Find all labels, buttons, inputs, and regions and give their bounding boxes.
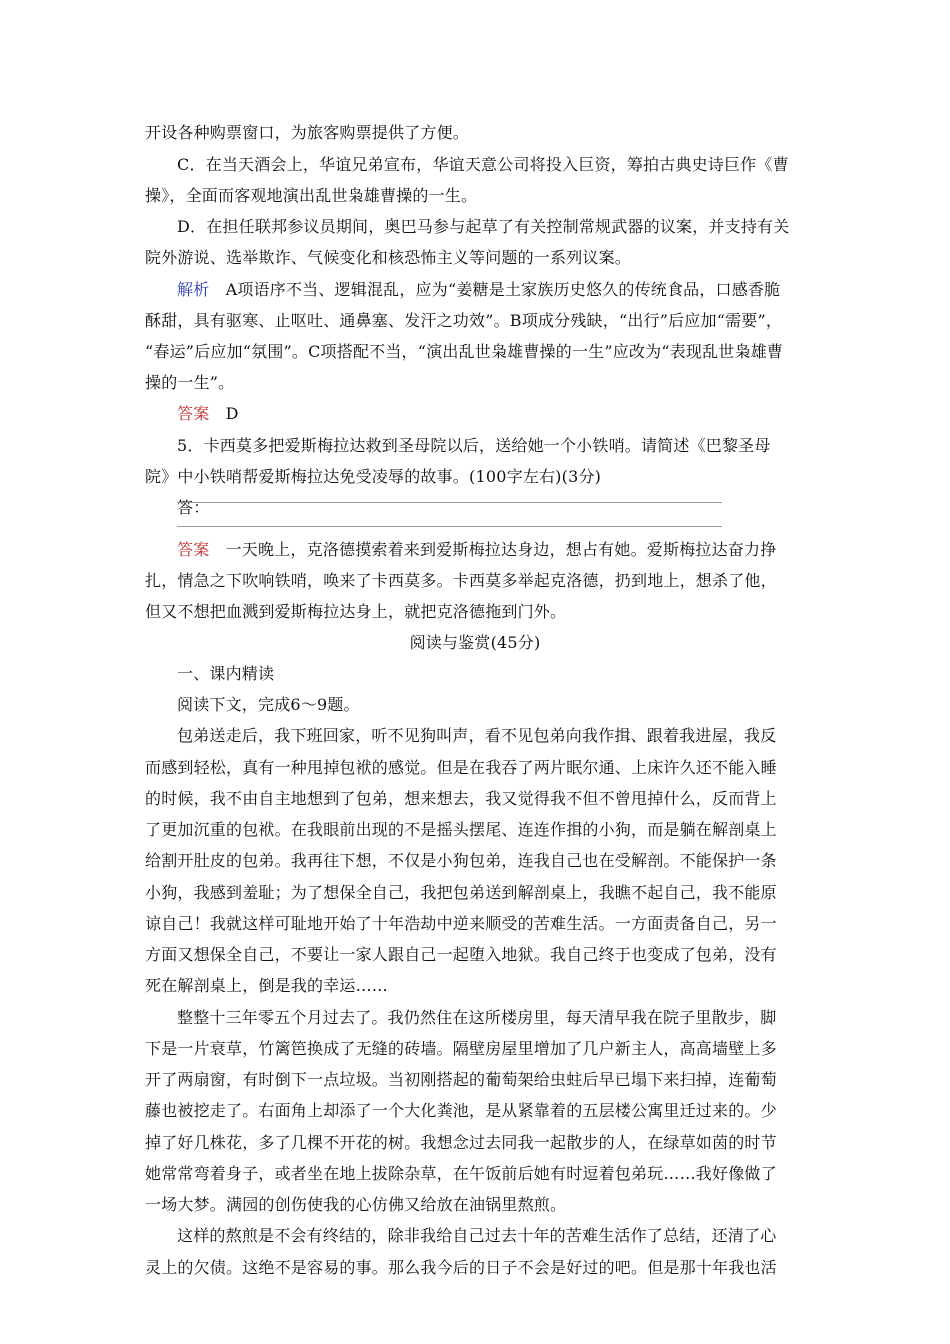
passage-line: 一场大梦。满园的创伤使我的心仿佛又给放在油锅里熬煎。 (145, 1195, 567, 1214)
passage-line: 死在解剖桌上，倒是我的幸运…… (145, 976, 389, 995)
passage-line: 这样的熬煎是不会有终结的，除非我给自己过去十年的苦难生活作了总结，还清了心 (177, 1226, 777, 1245)
section-title: 阅读与鉴赏(45分) (409, 633, 541, 652)
option-d-line: D．在担任联邦参议员期间，奥巴马参与起草了有关控制常规武器的议案，并支持有关 (177, 217, 790, 236)
text-line: 但又不想把血溅到爱斯梅拉达身上，就把克洛德拖到门外。 (145, 602, 567, 621)
passage-line: 开了两扇窗，有时倒下一点垃圾。当初刚搭起的葡萄架给虫蛀后早已塌下来扫掉，连葡萄 (145, 1070, 777, 1089)
text-line: 操的一生”。 (145, 373, 235, 392)
section-heading: 一、课内精读 (177, 664, 275, 683)
analysis-text: A项语序不当、逻辑混乱，应为“姜糖是土家族历史悠久的传统食品，口感香脆 (209, 280, 781, 299)
option-c-line: C．在当天酒会上，华谊兄弟宣布，华谊天意公司将投入巨资，筹拍古典史诗巨作《曹 (177, 155, 789, 174)
passage-line: 灵上的欠债。这绝不是容易的事。那么我今后的日子不会是好过的吧。但是那十年我也活 (145, 1258, 777, 1277)
passage-line: 方面又想保全自己，不要让一家人跟自己一起堕入地狱。我自己终于也变成了包弟，没有 (145, 945, 777, 964)
passage-line: 下是一片衰草，竹篱笆换成了无缝的砖墙。隔壁房屋里增加了几户新主人，高高墙壁上多 (145, 1039, 777, 1058)
question-5-line: 5．卡西莫多把爱斯梅拉达救到圣母院以后，送给她一个小铁哨。请简述《巴黎圣母 (177, 436, 771, 455)
passage-line: 小狗，我感到羞耻；为了想保全自己，我把包弟送到解剖桌上，我瞧不起自己，我不能原 (145, 883, 777, 902)
analysis-line (177, 277, 780, 300)
analysis-label: 解析 (177, 280, 210, 299)
passage-line: 而感到轻松，真有一种甩掉包袱的感觉。但是在我吞了两片眠尔通、上床许久还不能入睡 (145, 758, 777, 777)
answer-label: 答案 (177, 540, 210, 559)
answer-text: 一天晚上，克洛德摸索着来到爱斯梅拉达身边，想占有她。爱斯梅拉达奋力挣 (209, 540, 777, 559)
answer-blank-line (177, 502, 722, 503)
passage-line: 给割开肚皮的包弟。我再往下想，不仅是小狗包弟，连我自己也在受解剖。不能保护一条 (145, 851, 777, 870)
passage-line: 她常常弯着身子，或者坐在地上拔除杂草，在午饭前后她有时逗着包弟玩……我好像做了 (145, 1164, 777, 1183)
passage-line: 谅自己！我就这样可耻地开始了十年浩劫中逆来顺受的苦难生活。一方面责备自己，另一 (145, 914, 777, 933)
text-line: 扎，情急之下吹响铁哨，唤来了卡西莫多。卡西莫多举起克洛德，扔到地上，想杀了他， (145, 571, 777, 590)
answer-prompt: 答： (177, 498, 210, 517)
text-line: 操》，全面而客观地演出乱世枭雄曹操的一生。 (145, 186, 478, 205)
answer-line (177, 401, 239, 424)
text-line: 酥甜，具有驱寒、止呕吐、通鼻塞、发汗之功效”。B项成分残缺，“出行”后应加“需要”， (145, 311, 783, 330)
passage-line: 的时候，我不由自主地想到了包弟，想来想去，我又觉得我不但不曾甩掉什么，反而背上 (145, 789, 777, 808)
answer-text: D (209, 404, 239, 423)
answer-label: 答案 (177, 404, 210, 423)
passage-line: 整整十三年零五个月过去了。我仍然住在这所楼房里，每天清早我在院子里散步，脚 (177, 1008, 777, 1027)
answer-line (177, 537, 776, 560)
passage-line: 掉了好几株花，多了几棵不开花的树。我想念过去同我一起散步的人，在绿草如茵的时节 (145, 1133, 777, 1152)
text-line: 开设各种购票窗口，为旅客购票提供了方便。 (145, 123, 470, 142)
instruction-line: 阅读下文，完成6～9题。 (177, 695, 360, 714)
passage-line: 了更加沉重的包袱。在我眼前出现的不是摇头摆尾、连连作揖的小狗，而是躺在解剖桌上 (145, 820, 777, 839)
answer-blank-line (177, 526, 722, 527)
passage-line: 包弟送走后，我下班回家，听不见狗叫声，看不见包弟向我作揖、跟着我进屋，我反 (177, 726, 777, 745)
text-line: 院外游说、选举欺诈、气候变化和核恐怖主义等问题的一系列议案。 (145, 248, 632, 267)
passage-line: 藤也被挖走了。右面角上却添了一个大化粪池，是从紧靠着的五层楼公寓里迁过来的。少 (145, 1101, 777, 1120)
text-line: “春运”后应加“氛围”。C项搭配不当，“演出乱世枭雄曹操的一生”应改为“表现乱世枭雄曹 (145, 342, 784, 361)
text-line: 院》中小铁哨帮爱斯梅拉达免受凌辱的故事。(100字左右)(3分) (145, 467, 602, 486)
